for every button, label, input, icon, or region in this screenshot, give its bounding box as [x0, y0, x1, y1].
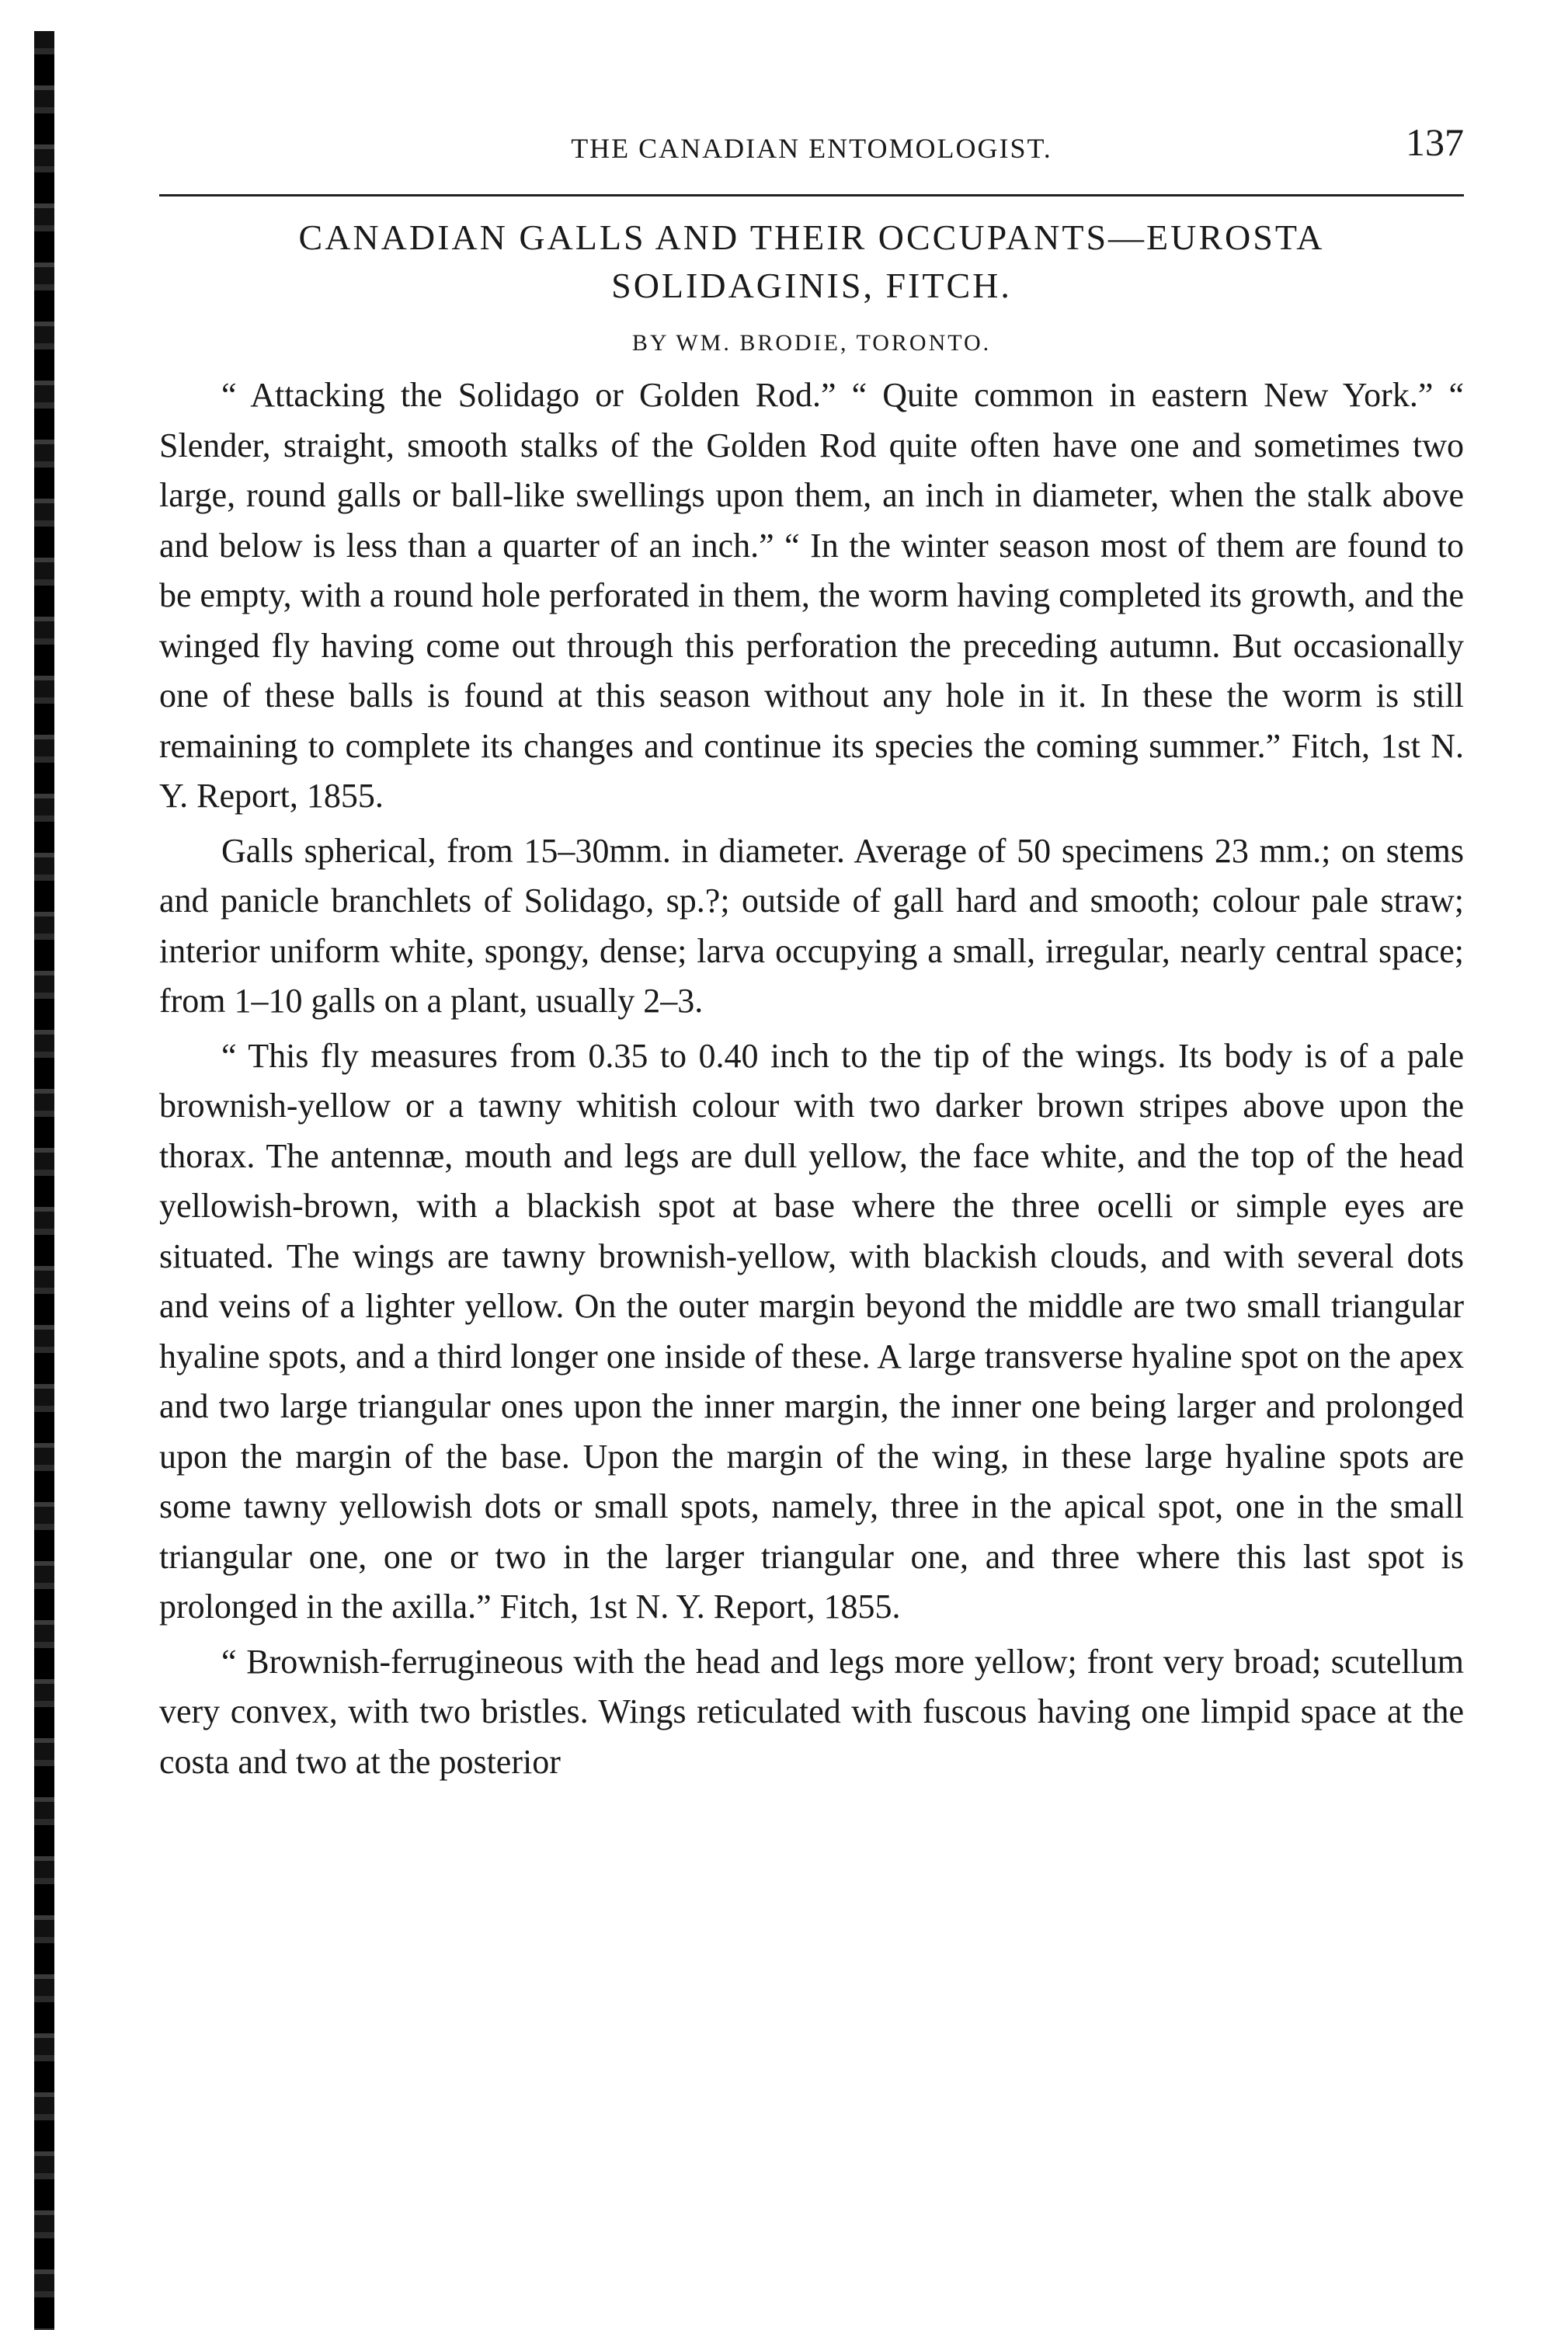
paragraph: “ This fly measures from 0.35 to 0.40 inch to the tip of the wings. Its body is of a pale brownish-yellow or a tawny whitish colour with two darker brown stripes above upon the thorax. The antennæ, mouth and legs are dull yellow, the face white, and the top of the head yellowish-brown, with a blackish spot at base where the three ocelli or simple eyes are situated. The wings are tawny brownish-yellow, with blackish clouds, and with several dots and veins of a lighter yellow. On the outer margin beyond the middle are two small triangular hyaline spots, and a third longer one inside of these. A large transverse hyaline spot on the apex and two large triangular ones upon the inner margin, the inner one being larger and prolonged upon the margin of the base. Upon the margin of the wing, in these large hyaline spots are some tawny yellowish dots or small spots, namely, three in the apical spot, one in the small triangular one, one or two in the larger triangular one, and three where this last spot is prolonged in the axilla.” Fitch, 1st N. Y. Report, 1855. [159, 1036, 1464, 1626]
running-head [159, 116, 1464, 194]
page [159, 116, 1464, 1792]
paragraph: “ Brownish-ferrugineous with the head and legs more yellow; front very broad; scutellum very convex, with two bristles. Wings reticulated with fuscous having one limpid space at the costa and two at the posterior [159, 1642, 1464, 1781]
byline: BY WM. BRODIE, TORONTO. [631, 330, 992, 356]
paragraph: “ Attacking the Solidago or Golden Rod.” “ Quite common in eastern New York.” “ Slender, straight, smooth stalks of the Golden Rod quite often have one and sometimes two large, round galls or ball-like swellings upon them, an inch in diameter, when the stalk above and below is less than a quarter of an inch.” “ In the winter season most of them are found to be empty, with a round hole perforated in them, the worm having completed its growth, and the winged fly having come out through this perforation the preceding autumn. But occasionally one of these balls is found at this season without any hole in it. In these the worm is still remaining to complete its changes and continue its species the coming summer.” Fitch, 1st N. Y. Report, 1855. [159, 376, 1464, 815]
paragraph: Galls spherical, from 15–30mm. in diameter. Average of 50 specimens 23 mm.; on stems and panicle branchlets of Solidago, sp.?; outside of gall hard and smooth; colour pale straw; interior uniform white, spongy, dense; larva occupying a small, irregular, nearly central space; from 1–10 galls on a plant, usually 2–3. [159, 831, 1464, 1020]
article-title-line-1: CANADIAN GALLS AND THEIR OCCUPANTS—EUROSTA [298, 217, 1325, 257]
header-rule [159, 194, 1464, 196]
article-title [159, 214, 1464, 310]
article-title-line-2: SOLIDAGINIS, FITCH. [611, 266, 1012, 305]
page-number: 137 [1406, 120, 1464, 164]
binding-edge [34, 31, 54, 2330]
running-title: THE CANADIAN ENTOMOLOGIST. [571, 133, 1052, 164]
